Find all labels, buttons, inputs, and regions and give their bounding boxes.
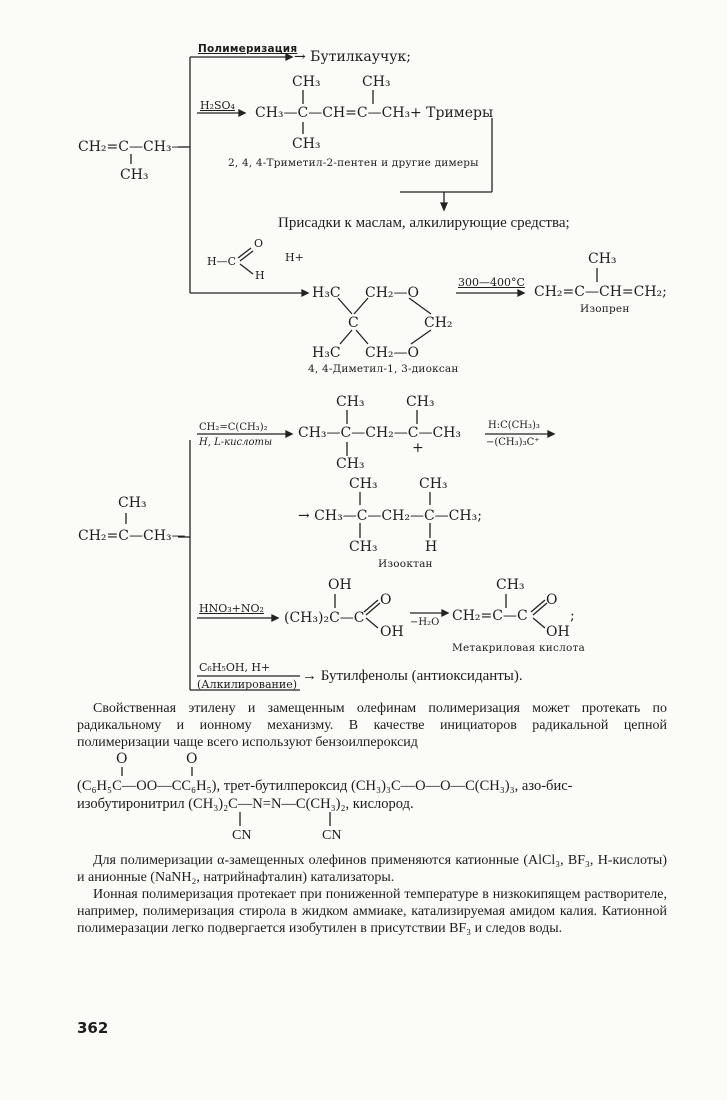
azo-formula: изобутиронитрил (CH₃)₂C—N=N—C(CH₃)₂, кислород. bbox=[77, 796, 414, 812]
methacrylic-name: Метакриловая кислота bbox=[452, 642, 585, 654]
dioxane-ch2o-bot: CH₂—O bbox=[365, 345, 420, 361]
polymerization-label: Полимеризация bbox=[198, 43, 298, 55]
cyano-2: CN bbox=[322, 828, 342, 843]
isooctane-methyl-1: CH₃ bbox=[349, 476, 378, 492]
acid-catalyst: H+ bbox=[285, 251, 304, 264]
butylphenols-product: → Бутилфенолы (антиоксиданты). bbox=[302, 668, 523, 684]
scheme1-reactant-methyl: CH₃ bbox=[120, 167, 149, 183]
methacrylic-o: O bbox=[546, 592, 558, 608]
hydroxy-oh: OH bbox=[328, 577, 352, 593]
nitric-acid-label: HNO₃+NO₂ bbox=[199, 602, 264, 615]
formaldehyde-h: H bbox=[255, 269, 265, 282]
isoprene-methyl: CH₃ bbox=[588, 251, 617, 267]
dioxane-h3c-bot: H₃C bbox=[312, 345, 341, 361]
paragraph-initiators: Свойственная этилену и замещенным олефинам полимеризация может протекать по радикальному и ионному механизму. В качестве инициаторов радикальной цепной полимеризации чаще всего используют бензоилпероксид bbox=[77, 701, 667, 750]
carboxyl-oh: OH bbox=[380, 624, 404, 640]
octyl-methyl-1: CH₃ bbox=[336, 394, 365, 410]
octyl-cation-chain: CH₃—C—CH₂—C—CH₃ bbox=[298, 425, 462, 441]
methacrylic-oh: OH bbox=[546, 624, 570, 640]
paragraph-ionic: Ионная полимеризация протекает при пониженной температуре в низкокипящем растворителе, например, полимеризация стирола в жидком аммиаке, катализируемая амидом калия. Катионной полимеразации легко подвергается изобутилен в присутствии BF₃ и следов воды. bbox=[77, 887, 667, 936]
phenol-label: C₆H₅OH, H+ bbox=[199, 661, 271, 674]
isoprene-name: Изопрен bbox=[580, 303, 630, 315]
dioxane-ch2: CH₂ bbox=[424, 315, 453, 331]
isoprene-formula: CH₂=C—CH=CH₂; bbox=[534, 284, 667, 300]
dimer-chain: CH₃—C—CH=C—CH₃ bbox=[255, 105, 411, 121]
isooctane-h: H bbox=[425, 539, 438, 555]
isooctane-chain: → CH₃—C—CH₂—C—CH₃; bbox=[298, 508, 482, 524]
dioxane-name: 4, 4-Диметил-1, 3-диоксан bbox=[308, 363, 459, 375]
isobutylene-label: CH₂=C(CH₃)₂ bbox=[199, 422, 268, 433]
dehydration-label: −H₂O bbox=[410, 617, 440, 628]
scheme1-reactant: CH₂=C—CH₃— bbox=[78, 139, 186, 155]
octyl-methyl-2: CH₃ bbox=[406, 394, 435, 410]
trimethylpentene-name: 2, 4, 4-Триметил-2-пентен и другие димеры bbox=[228, 157, 479, 169]
methacrylic-methyl: CH₃ bbox=[496, 577, 525, 593]
page-number: 362 bbox=[77, 1019, 109, 1037]
dioxane-c: C bbox=[348, 315, 359, 331]
temperature-label: 300—400°C bbox=[458, 276, 525, 289]
dimer-methyl-1: CH₃ bbox=[292, 74, 321, 90]
formaldehyde-hc: H—C bbox=[207, 255, 237, 268]
carboxyl-o: O bbox=[380, 592, 392, 608]
peroxide-formulas: (C₆H₅C—OO—CC₆H₅), трет-бутилпероксид (CH₃)₃C—O—O—C(CH₃)₃, азо-бис- bbox=[77, 778, 573, 794]
hydride-loss: −(CH₃)₃C⁺ bbox=[486, 437, 540, 448]
alkylation-label: (Алкилирование) bbox=[197, 678, 298, 691]
isooctane-name: Изооктан bbox=[378, 558, 433, 570]
acid-label: H, L-кислоты bbox=[199, 437, 273, 448]
octyl-methyl-3: CH₃ bbox=[336, 456, 365, 472]
trimers: + Тримеры bbox=[410, 105, 494, 121]
dioxane-ch2o-top: CH₂—O bbox=[365, 285, 420, 301]
benzoyl-o-1: O bbox=[116, 751, 128, 767]
scheme2-reactant-methyl: CH₃ bbox=[118, 495, 147, 511]
cyano-1: CN bbox=[232, 828, 252, 843]
butyl-rubber-product: → Бутилкаучук; bbox=[294, 49, 411, 65]
isooctane-methyl-2: CH₃ bbox=[419, 476, 448, 492]
dimer-methyl-3: CH₃ bbox=[292, 136, 321, 152]
hydroxyacid-formula: (CH₃)₂C—C bbox=[284, 610, 365, 626]
sulfuric-acid-label: H₂SO₄ bbox=[200, 99, 235, 112]
benzoyl-o-2: O bbox=[186, 751, 198, 767]
isooctane-methyl-3: CH₃ bbox=[349, 539, 378, 555]
dioxane-h3c-top: H₃C bbox=[312, 285, 341, 301]
methacrylic-semicolon: ; bbox=[570, 608, 575, 624]
hydride-label: H:C(CH₃)₃ bbox=[488, 420, 540, 431]
scheme2-reactant: CH₂=C—CH₃— bbox=[78, 528, 186, 544]
formaldehyde-o: O bbox=[254, 237, 264, 250]
dimer-methyl-2: CH₃ bbox=[362, 74, 391, 90]
additives-result: Присадки к маслам, алкилирующие средства; bbox=[278, 215, 570, 231]
paragraph-catalysts: Для полимеризации α-замещенных олефинов применяются катионные (AlCl₃, BF₃, H-кислоты) и анионные (NaNH₂, натрийнафталин) катализаторы. bbox=[77, 853, 667, 885]
cation-charge: + bbox=[412, 440, 424, 456]
methacrylic-formula: CH₂=C—C bbox=[452, 608, 528, 624]
